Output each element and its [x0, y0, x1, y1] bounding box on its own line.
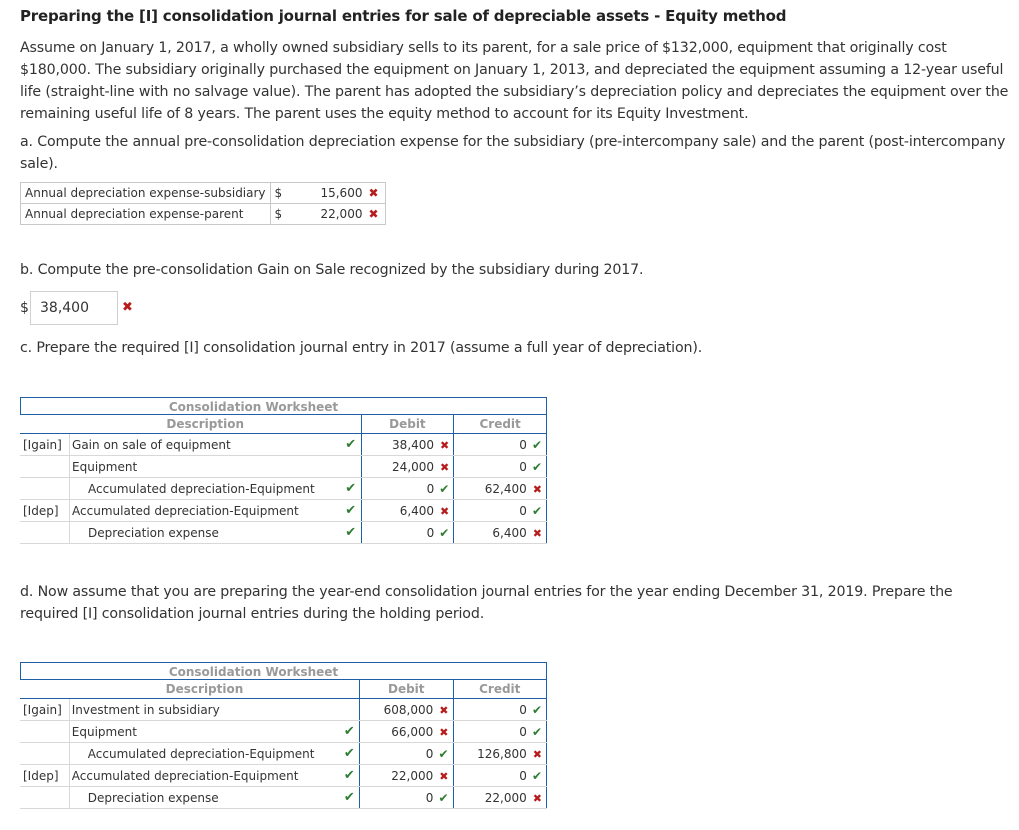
- incorrect-icon: ✖: [439, 703, 449, 717]
- incorrect-icon: ✖: [368, 207, 379, 221]
- consolidation-worksheet-2019: [20, 662, 547, 809]
- table-row: [20, 434, 547, 456]
- entry-tag: [20, 522, 70, 544]
- entry-tag: [20, 743, 69, 765]
- worksheet-title: Consolidation Worksheet: [20, 397, 547, 415]
- incorrect-icon: ✖: [122, 300, 133, 315]
- debit-input[interactable]: 0 ✔: [361, 522, 454, 544]
- currency-symbol: $: [270, 183, 295, 204]
- account-select[interactable]: Equipment: [72, 459, 138, 474]
- correct-icon: ✔: [343, 746, 355, 761]
- debit-input[interactable]: 608,000 ✖: [360, 699, 453, 721]
- correct-icon: ✔: [343, 724, 355, 739]
- table-row: [20, 522, 547, 544]
- correct-icon: ✔: [343, 768, 355, 783]
- correct-icon: ✔: [439, 481, 450, 496]
- credit-input[interactable]: 0 ✔: [454, 434, 547, 456]
- currency-symbol: $: [270, 204, 295, 225]
- incorrect-icon: ✖: [532, 747, 542, 761]
- incorrect-icon: ✖: [440, 504, 450, 518]
- correct-icon: ✔: [345, 437, 357, 452]
- currency-symbol: $: [20, 300, 29, 316]
- entry-tag: [20, 478, 70, 500]
- correct-icon: ✔: [439, 525, 450, 540]
- correct-icon: ✔: [343, 790, 355, 805]
- row-label: Annual depreciation expense-subsidiary: [21, 183, 271, 204]
- debit-input[interactable]: 6,400 ✖: [361, 500, 454, 522]
- correct-icon: ✔: [345, 481, 357, 496]
- gain-on-sale-value: 38,400: [40, 300, 89, 316]
- entry-tag: [Igain]: [20, 434, 70, 456]
- entry-tag: [Igain]: [20, 699, 69, 721]
- part-a-table: [20, 182, 386, 225]
- table-row: [20, 765, 547, 787]
- worksheet-title: Consolidation Worksheet: [20, 662, 547, 680]
- debit-input[interactable]: 22,000 ✖: [360, 765, 453, 787]
- table-row: [20, 787, 547, 809]
- table-row: [20, 478, 547, 500]
- credit-input[interactable]: 0 ✔: [454, 456, 547, 478]
- column-header-description: Description: [69, 680, 339, 699]
- entry-tag: [20, 787, 69, 809]
- entry-tag: [Idep]: [20, 500, 70, 522]
- debit-input[interactable]: 24,000 ✖: [361, 456, 454, 478]
- worksheet-header-row: [20, 415, 547, 434]
- part-d-question: d. Now assume that you are preparing the year-end consolidation journal entries for the year ending December 31, 2019. Prepare the required [I] consolidation journal entries during the holding period.: [20, 584, 953, 622]
- entry-tag: [20, 721, 69, 743]
- incorrect-icon: ✖: [532, 791, 542, 805]
- incorrect-icon: ✖: [439, 725, 449, 739]
- table-row: [20, 456, 547, 478]
- incorrect-icon: ✖: [439, 769, 449, 783]
- correct-icon: ✔: [531, 503, 542, 518]
- table-row: [21, 204, 386, 225]
- incorrect-icon: ✖: [532, 526, 542, 540]
- column-header-credit: Credit: [454, 415, 547, 434]
- account-select[interactable]: Depreciation expense: [87, 790, 219, 805]
- account-select[interactable]: Accumulated depreciation-Equipment: [72, 503, 299, 518]
- debit-input[interactable]: 38,400 ✖: [361, 434, 454, 456]
- page-title: Preparing the [I] consolidation journal entries for sale of depreciable assets - Equity method: [20, 7, 787, 25]
- credit-input[interactable]: 126,800 ✖: [453, 743, 547, 765]
- part-a-question: a. Compute the annual pre-consolidation depreciation expense for the subsidiary (pre-intercompany sale) and the parent (post-intercompany sale).: [20, 134, 1006, 172]
- account-select[interactable]: Accumulated depreciation-Equipment: [87, 746, 315, 761]
- credit-input[interactable]: 62,400 ✖: [454, 478, 547, 500]
- credit-input[interactable]: 0 ✔: [453, 765, 547, 787]
- credit-input[interactable]: 0 ✔: [454, 500, 547, 522]
- correct-icon: ✔: [438, 746, 449, 761]
- debit-input[interactable]: 66,000 ✖: [360, 721, 453, 743]
- correct-icon: ✔: [531, 724, 542, 739]
- incorrect-icon: ✖: [440, 438, 450, 452]
- credit-input[interactable]: 6,400 ✖: [454, 522, 547, 544]
- table-row: [20, 721, 547, 743]
- account-select[interactable]: Investment in subsidiary: [71, 702, 220, 717]
- correct-icon: ✔: [531, 702, 542, 717]
- debit-input[interactable]: 0 ✔: [360, 743, 453, 765]
- worksheet-header-row: [20, 680, 547, 699]
- correct-icon: ✔: [438, 790, 449, 805]
- answer-field-parent[interactable]: [295, 204, 386, 225]
- column-header-debit: Debit: [360, 680, 453, 699]
- consolidation-worksheet-2017: [20, 397, 547, 544]
- debit-input[interactable]: 0 ✔: [360, 787, 453, 809]
- part-c-question: c. Prepare the required [I] consolidation journal entry in 2017 (assume a full year of depreciation).: [20, 340, 703, 356]
- credit-input[interactable]: 0 ✔: [453, 699, 547, 721]
- incorrect-icon: ✖: [368, 186, 379, 200]
- incorrect-icon: ✖: [532, 482, 542, 496]
- part-b-question: b. Compute the pre-consolidation Gain on Sale recognized by the subsidiary during 2017.: [20, 262, 644, 278]
- correct-icon: ✔: [531, 459, 542, 474]
- answer-value: 15,600: [320, 186, 363, 200]
- worksheet-table: [20, 415, 547, 544]
- table-row: [20, 500, 547, 522]
- account-select[interactable]: Gain on sale of equipment: [72, 437, 231, 452]
- answer-field-subsidiary[interactable]: [295, 183, 386, 204]
- account-select[interactable]: Depreciation expense: [88, 525, 219, 540]
- account-select[interactable]: Equipment: [71, 724, 137, 739]
- correct-icon: ✔: [531, 768, 542, 783]
- account-select[interactable]: Accumulated depreciation-Equipment: [88, 481, 315, 496]
- table-row: [20, 699, 547, 721]
- column-header-debit: Debit: [361, 415, 454, 434]
- account-select[interactable]: Accumulated depreciation-Equipment: [71, 768, 299, 783]
- column-header-description: Description: [70, 415, 341, 434]
- correct-icon: ✔: [345, 525, 357, 540]
- worksheet-table: [20, 680, 547, 809]
- correct-icon: ✔: [345, 503, 357, 518]
- problem-intro: Assume on January 1, 2017, a wholly owned subsidiary sells to its parent, for a sale price of $132,000, equipment that originally cost $180,000. The subsidiary originally purchased the equipment on January 1, 2013, and depreciated the equipment assuming a 12-year useful life (straight-line with no salvage value). The parent has adopted the subsidiary’s depreciation policy and depreciates the equipment over the remaining useful life of 8 years. The parent uses the equity method to account for its Equity Investment.: [20, 40, 1009, 122]
- answer-value: 22,000: [320, 207, 363, 221]
- incorrect-icon: ✖: [440, 460, 450, 474]
- credit-input[interactable]: 0 ✔: [453, 721, 547, 743]
- correct-icon: ✔: [531, 437, 542, 452]
- entry-tag: [Idep]: [20, 765, 69, 787]
- row-label: Annual depreciation expense-parent: [21, 204, 271, 225]
- column-header-credit: Credit: [453, 680, 547, 699]
- entry-tag: [20, 456, 70, 478]
- table-row: [21, 183, 386, 204]
- table-row: [20, 743, 547, 765]
- credit-input[interactable]: 22,000 ✖: [453, 787, 547, 809]
- debit-input[interactable]: 0 ✔: [361, 478, 454, 500]
